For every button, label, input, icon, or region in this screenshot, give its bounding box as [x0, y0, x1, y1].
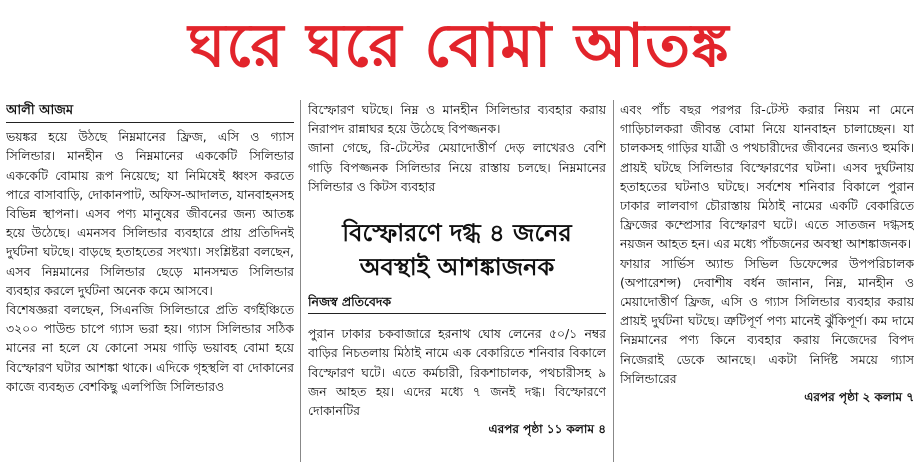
column-divider [300, 100, 301, 462]
continuation-note: এরপর পৃষ্ঠা ২ কলাম ৭ [804, 390, 914, 405]
continuation-note: এরপর পৃষ্ঠা ১১ কলাম ৪ [488, 422, 606, 437]
article-paragraph: বিশেষজ্ঞরা বলছেন, সিএনজি সিলিন্ডারে প্রতি বর্গইঞ্চিতে ৩২০০ পাউন্ড চাপে গ্যাস ভরা হয়। গ্যাস সিলিন্ডার সঠিক মানের না হলে যে কোনো সময় গাড়ি ভয়াবহ বোমা হয়ে বিস্ফোরণ ঘটার আশঙ্কা থাকে। এদিকে গৃহস্থলি বা দোকানের কাজে ব্যবহৃত বেশকিছু এলপিজি সিলিন্ডারও [6, 302, 294, 394]
byline: আলী আজম [6, 101, 294, 123]
article-column-3 [620, 100, 914, 462]
headline: ঘরে ঘরে বোমা আতঙ্ক [188, 11, 730, 81]
article-paragraph: ভয়ঙ্কর হয়ে উঠছে নিম্নমানের ফ্রিজ, এসি ও গ্যাস সিলিন্ডার। মানহীন ও নিম্নমানের এককেটি সিলিন্ডার এককেটি বোমায় রূপ নিয়েছে; যা নিমিষেই ধ্বংস করতে পারে বাসাবাড়ি, দোকানপাট, অফিস-আদালত, যানবাহনসহ বিভিন্ন স্থাপনা। এসব পণ্য মানুষের জীবনের জন্য আতঙ্ক হয়ে উঠেছে। এমনসব সিলিন্ডার ব্যবহারে প্রায় প্রতিদিনই দুর্ঘটনা ঘটছে। বাড়ছে হতাহতের সংখ্যা। সংশ্লিষ্টরা বলছেন, এসব নিম্নমানের সিলিন্ডার ছেড়ে মানসম্মত সিলিন্ডার ব্যবহার করলে দুর্ঘটনা অনেক কমে আসবে। [6, 129, 294, 298]
sub-headline: বিস্ফোরণে দগ্ধ ৪ জনের অবস্থাই আশঙ্কাজনক [342, 219, 572, 282]
article-paragraph: বিস্ফোরণ ঘটছে। নিম্ন ও মানহীন সিলিন্ডার ব্যবহার করায় নিরাপদ রান্নাঘর হয়ে উঠেছে বিপজ্জনক। [308, 102, 606, 137]
column-divider [613, 100, 614, 462]
article-paragraph: জানা গেছে, রি-টেস্টের মেয়াদোত্তীর্ণ দেড় লাখেরও বেশি গাড়ি বিপজ্জনক সিলিন্ডার নিয়ে রাস্তায় চলছে। নিম্নমানের সিলিন্ডার ও কিটস ব্যবহার [308, 140, 606, 194]
sub-byline: নিজস্ব প্রতিবেদক [308, 292, 606, 314]
article-paragraph: এবং পাঁচ বছর পরপর রি-টেস্ট করার নিয়ম না মেনে গাড়িচালকরা জীবন্ত বোমা নিয়ে যানবাহন চালাচ্ছেন। যা চালকসহ গাড়ির যাত্রী ও পথচারীদের জীবনের জন্যও হুমকি। প্রায়ই ঘটছে সিলিন্ডার বিস্ফোরণের ঘটনা। এসব দুর্ঘটনায় হতাহতের ঘটনাও ঘটছে। সর্বশেষ শনিবার বিকালে পুরান ঢাকার লালবাগ চৌরাস্তায় মিঠাই নামের একটি বেকারিতে ফ্রিজের কম্প্রেসার বিস্ফোরণ ঘটে। এতে সাতজন দগ্ধসহ নয়জন আহত হন। এর মধ্যে পাঁচজনের অবস্থা আশঙ্কাজনক। [620, 102, 914, 252]
article-column-1 [6, 100, 294, 462]
article-paragraph: ফায়ার সার্ভিস অ্যান্ড সিভিল ডিফেন্সের উপপরিচালক (অপারেশন্স) দেবাশীষ বর্ধন জানান, নিম্ন, মানহীন ও মেয়াদোত্তীর্ণ ফ্রিজ, এসি ও গ্যাস সিলিন্ডার ব্যবহার করায় প্রায়ই দুর্ঘটনা ঘটছে। ত্রুটিপূর্ণ পণ্য মানেই ঝুঁকিপূর্ণ। কম দামে নিম্নমানের পণ্য কিনে ব্যবহার করায় নিজেদের বিপদ নিজেরাই ডেকে আনছে। একটা নির্দিষ্ট সময়ে গ্যাস সিলিন্ডারের [620, 255, 914, 386]
article-paragraph: পুরান ঢাকার চকবাজারে হরনাথ ঘোষ লেনের ৫০/১ নম্বর বাড়ির নিচতলায় মিঠাই নামে এক বেকারিতে শনিবার বিকালে বিস্ফোরণ ঘটে। এতে কর্মচারী, রিকশাচালক, পথচারীসহ ৯ জন আহত হয়। এদের মধ্যে ৭ জনই দগ্ধ। বিস্ফোরণে দোকানটির [308, 326, 606, 419]
article-column-2 [308, 100, 606, 462]
